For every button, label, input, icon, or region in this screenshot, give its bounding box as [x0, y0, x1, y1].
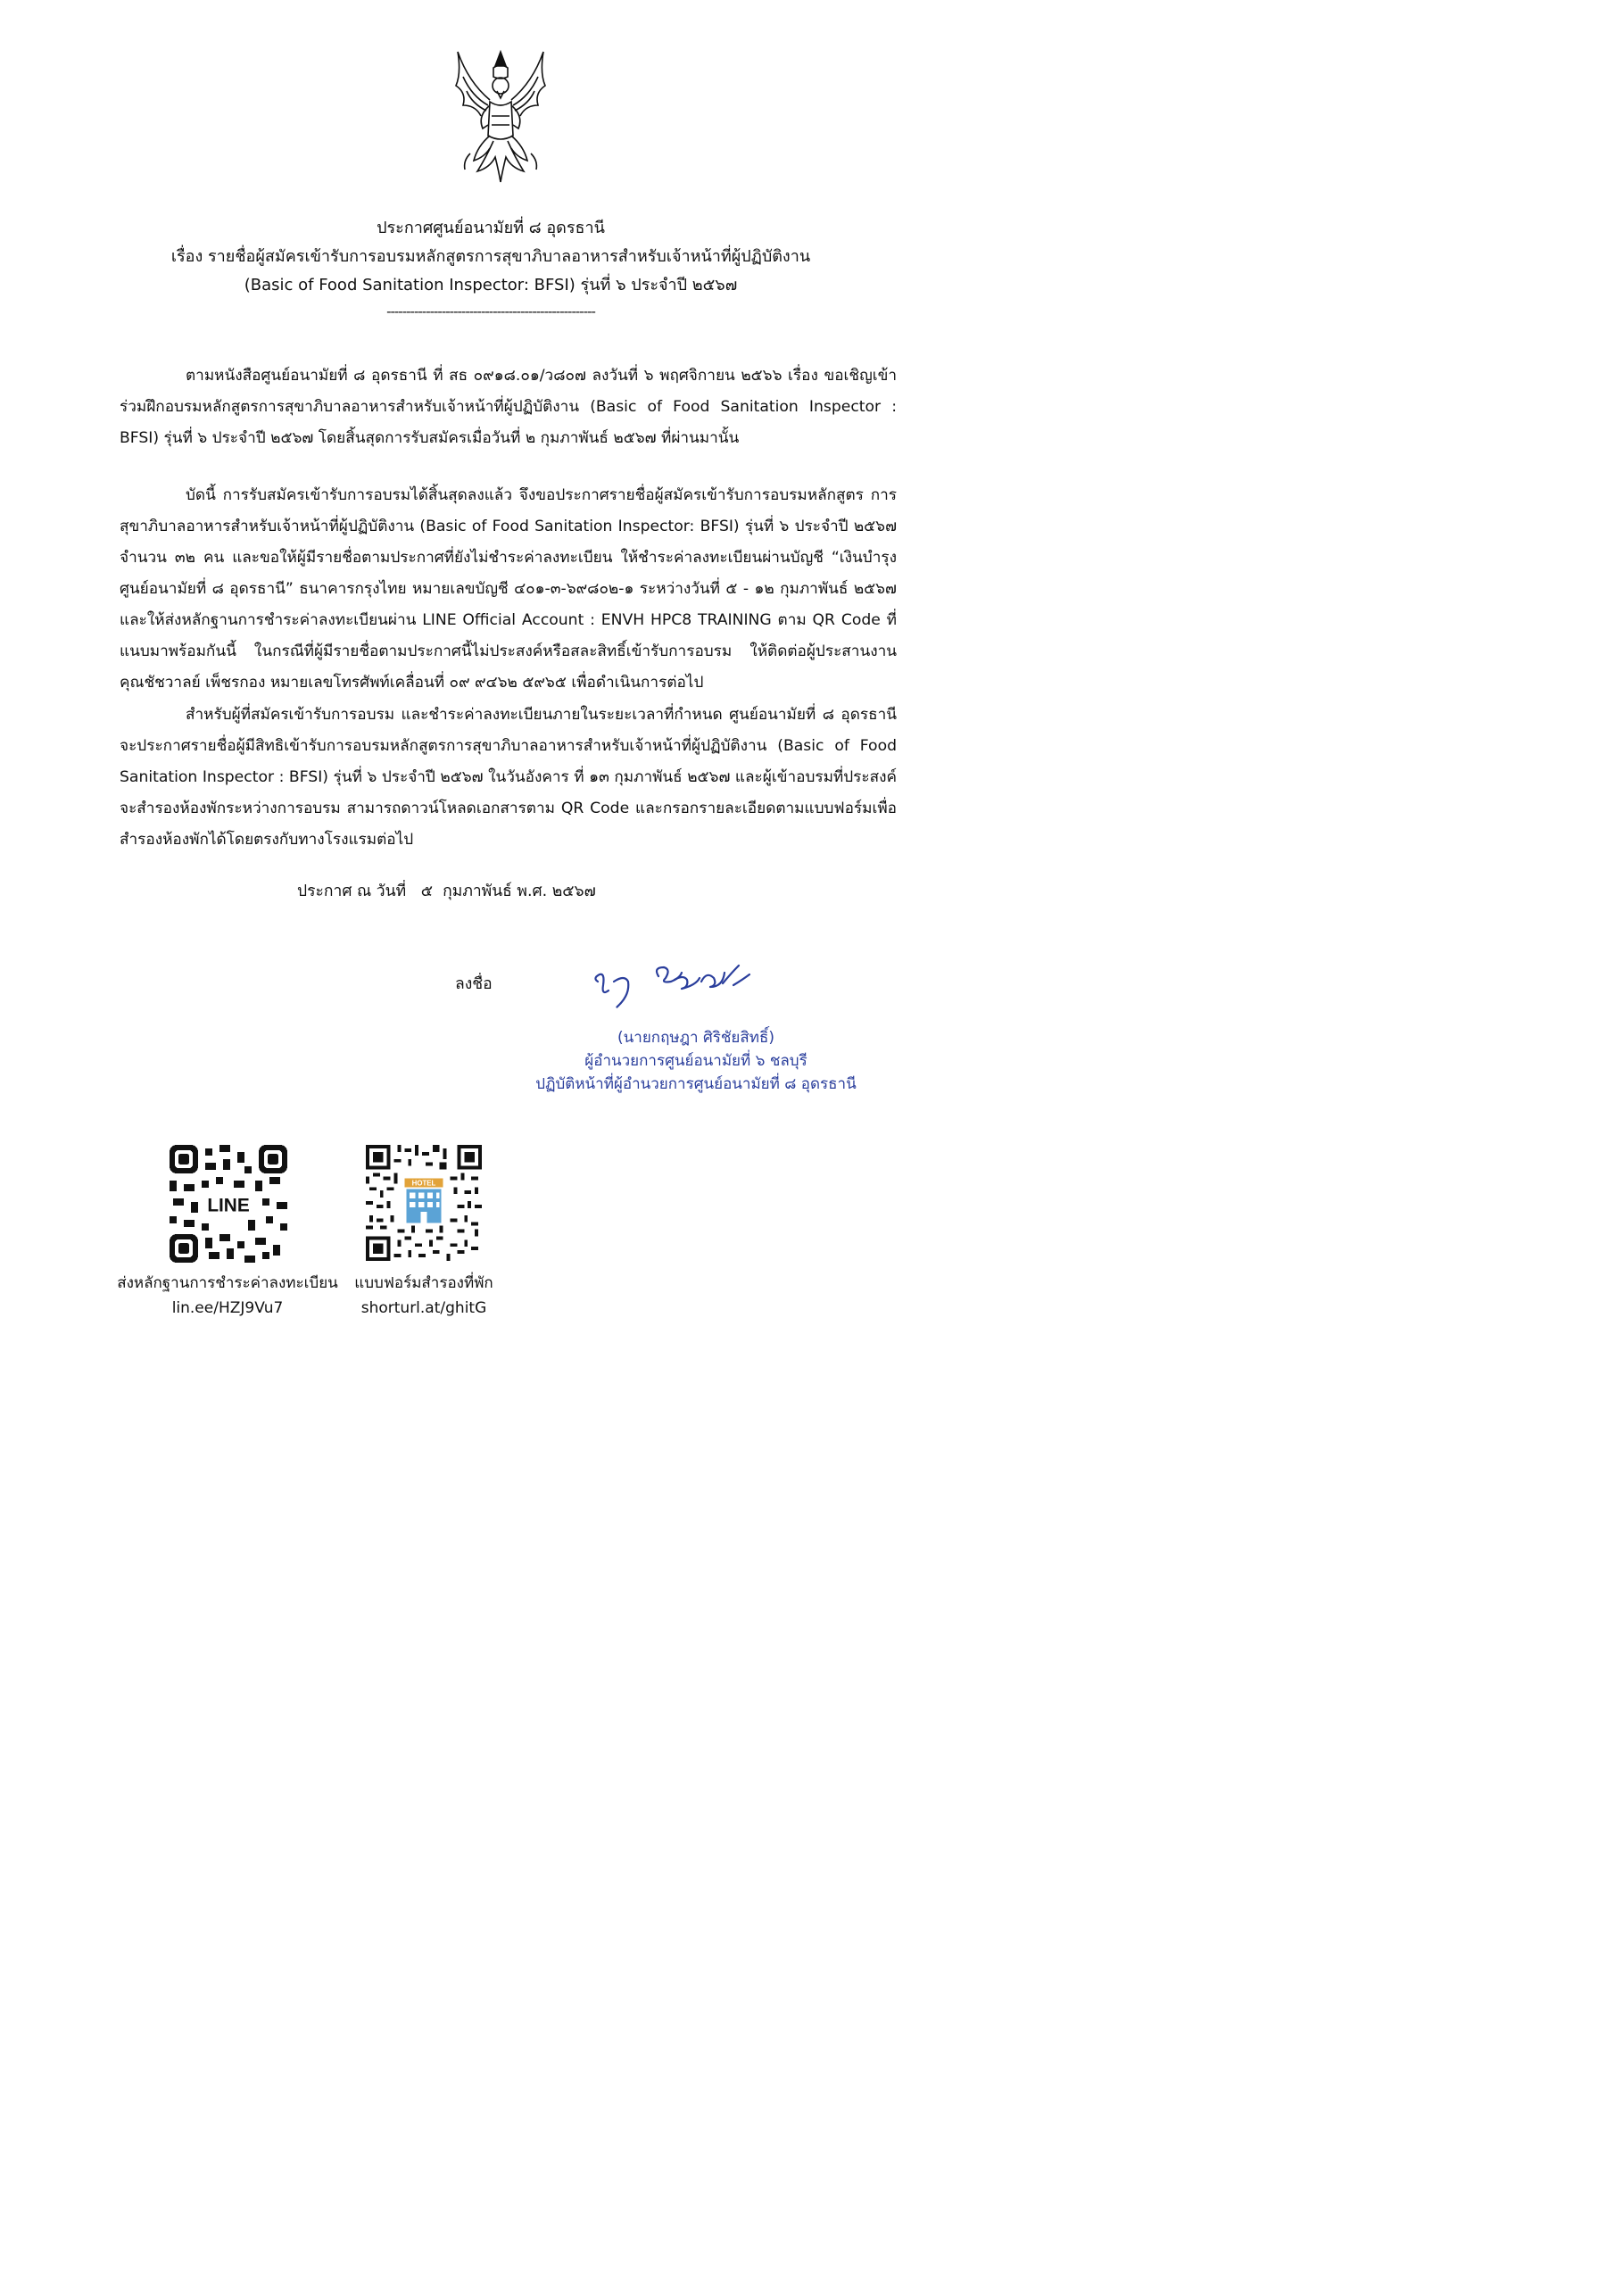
line-qr-label: ส่งหลักฐานการชำระค่าลงทะเบียน: [117, 1274, 338, 1292]
signatory-position-2: ปฏิบัติหน้าที่ผู้อำนวยการศูนย์อนามัยที่ ๘ อุดรธานี: [535, 1075, 857, 1093]
signature-label: ลงชื่อ: [455, 975, 493, 993]
line-qr-code-icon[interactable]: [170, 1145, 287, 1263]
announcement-date: ประกาศ ณ วันที่ ๕ กุมภาพันธ์ พ.ศ. ๒๕๖๗: [297, 883, 596, 900]
body-paragraph-2-text: บัดนี้ การรับสมัครเข้ารับการอบรมได้สิ้นสุดลงแล้ว จึงขอประกาศรายชื่อผู้สมัครเข้ารับการอบรมหลักสูตร การสุขาภิบาลอาหารสำหรับเจ้าหน้าที่ผู้ปฏิบัติงาน (Basic of Food Sanitation Inspector: BFSI) รุ่นที่ ๖ ประจำปี ๒๕๖๗ จำนวน ๓๒ คน และขอให้ผู้มีรายชื่อตามประกาศที่ยังไม่ชำระค่าลงทะเบียน ให้ชำระค่าลงทะเบียนผ่านบัญชี “เงินบำรุง ศูนย์อนามัยที่ ๘ อุดรธานี” ธนาคารกรุงไทย หมายเลขบัญชี ๔๐๑-๓-๖๙๘๐๒-๑ ระหว่างวันที่ ๕ - ๑๒ กุมภาพันธ์ ๒๕๖๗ และให้ส่งหลักฐานการชำระค่าลงทะเบียนผ่าน LINE Official Account : ENVH HPC8 TRAINING ตาม QR Code ที่แนบมาพร้อมกันนี้ ในกรณีที่ผู้มีรายชื่อตามประกาศนี้ไม่ประสงค์หรือสละสิทธิ์เข้ารับการอบรม ให้ติดต่อผู้ประสานงาน คุณชัชวาลย์ เพ็ชรกอง หมายเลขโทรศัพท์เคลื่อนที่ ๐๙ ๙๔๖๒ ๕๙๖๕ เพื่อดำเนินการต่อไป: [120, 486, 897, 692]
hotel-qr-caption: [326, 1272, 522, 1320]
header-line-1: ประกาศศูนย์อนามัยที่ ๘ อุดรธานี: [377, 219, 605, 237]
announcement-header: [0, 214, 981, 323]
hotel-qr-label: แบบฟอร์มสำรองที่พัก: [354, 1274, 493, 1292]
garuda-emblem-icon: [451, 46, 551, 187]
header-line-3: (Basic of Food Sanitation Inspector: BFSI) รุ่นที่ ๖ ประจำปี ๒๕๖๗: [244, 276, 738, 294]
signatory-name: (นายกฤษฎา ศิริชัยสิทธิ์): [617, 1029, 774, 1047]
body-paragraph-3-text: สำหรับผู้ที่สมัครเข้ารับการอบรม และชำระค่าลงทะเบียนภายในระยะเวลาที่กำหนด ศูนย์อนามัยที่ ๘ อุดรธานี จะประกาศรายชื่อผู้มีสิทธิเข้ารับการอบรมหลักสูตรการสุขาภิบาลอาหารสำหรับเจ้าหน้าที่ผู้ปฏิบัติงาน (Basic of Food Sanitation Inspector : BFSI) รุ่นที่ ๖ ประจำปี ๒๕๖๗ ในวันอังคาร ที่ ๑๓ กุมภาพันธ์ ๒๕๖๗ และผู้เข้าอบรมที่ประสงค์จะสำรองห้องพักระหว่างการอบรม สามารถดาวน์โหลดเอกสารตาม QR Code และกรอกรายละเอียดตามแบบฟอร์มเพื่อสำรองห้องพักได้โดยตรงกับทางโรงแรมต่อไป: [120, 706, 897, 849]
body-paragraph-2: [120, 480, 897, 699]
header-separator: -----------------------------------------------------: [386, 303, 595, 319]
handwritten-signature: [589, 955, 758, 1017]
signatory-position-1: ผู้อำนวยการศูนย์อนามัยที่ ๖ ชลบุรี: [584, 1052, 807, 1070]
body-paragraph-1: [120, 361, 897, 454]
body-paragraph-3: [120, 700, 897, 856]
signature-block: [464, 1026, 928, 1096]
hotel-qr-code-icon[interactable]: [366, 1145, 482, 1261]
line-qr-link[interactable]: lin.ee/HZJ9Vu7: [171, 1299, 284, 1317]
hotel-qr-link[interactable]: shorturl.at/ghitG: [360, 1299, 487, 1317]
header-line-2: เรื่อง รายชื่อผู้สมัครเข้ารับการอบรมหลักสูตรการสุขาภิบาลอาหารสำหรับเจ้าหน้าที่ผู้ปฏิบัติงาน: [170, 247, 811, 266]
line-logo-text: LINE: [207, 1195, 250, 1216]
body-paragraph-1-text: ตามหนังสือศูนย์อนามัยที่ ๘ อุดรธานี ที่ สธ ๐๙๑๘.๐๑/ว๘๐๗ ลงวันที่ ๖ พฤศจิกายน ๒๕๖๖ เรื่อง ขอเชิญเข้าร่วมฝึกอบรมหลักสูตรการสุขาภิบาลอาหารสำหรับเจ้าหน้าที่ผู้ปฏิบัติงาน (Basic of Food Sanitation Inspector : BFSI) รุ่นที่ ๖ ประจำปี ๒๕๖๗ โดยสิ้นสุดการรับสมัครเมื่อวันที่ ๒ กุมภาพันธ์ ๒๕๖๗ ที่ผ่านมานั้น: [120, 367, 897, 447]
line-qr-caption: [98, 1272, 357, 1320]
hotel-logo-text: HOTEL: [411, 1179, 436, 1188]
